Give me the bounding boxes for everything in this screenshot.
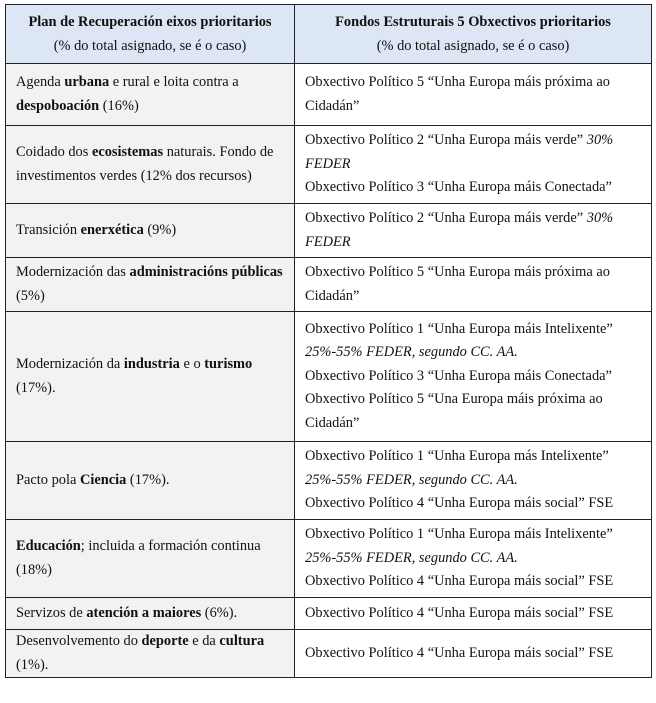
italic-text: 30% FEDER (305, 210, 614, 250)
objective-line (305, 341, 643, 365)
text-run: (6%). (201, 604, 238, 621)
bold-text: industria (123, 356, 180, 372)
structural-fund-cell (295, 520, 652, 598)
table-row (6, 630, 652, 678)
table-body (6, 64, 652, 678)
objective-line (305, 365, 643, 389)
text-run: Obxectivo Político 5 “Unha Europa máis próxima ao Cidadán” (305, 264, 610, 304)
text-run: (17%). (16, 379, 56, 396)
table-row (6, 312, 652, 442)
header-subtitle: (% do total asignado, se é o caso) (53, 37, 247, 54)
text-run: Obxectivo Político 4 “Unha Europa máis social” FSE (305, 604, 614, 621)
italic-text: 25%-55% FEDER, segundo CC. AA. (305, 549, 518, 566)
table-row (6, 520, 652, 598)
text-run: Obxectivo Político 4 “Unha Europa máis social” FSE (305, 644, 614, 661)
table-row (6, 258, 652, 312)
objective-line (305, 129, 643, 176)
objective-line (305, 318, 643, 342)
text-run: Modernización das (16, 264, 130, 280)
recovery-plan-table (5, 4, 652, 678)
objective-line (305, 445, 643, 469)
bold-text: urbana (64, 74, 110, 90)
header-title: Plan de Recuperación eixos prioritarios (28, 14, 272, 30)
recovery-axis-cell (6, 258, 295, 312)
text-run: Obxectivo Político 2 “Unha Europa máis verde” (305, 210, 587, 226)
text-run: e rural e loita contra a (109, 74, 239, 90)
bold-text: Educación (16, 538, 81, 554)
bold-text: cultura (219, 633, 265, 649)
header-cell-recovery-plan (6, 5, 295, 64)
text-run: Obxectivo Político 4 “Unha Europa máis social” FSE (305, 495, 614, 512)
text-run: e da (188, 633, 220, 649)
objective-line (305, 570, 643, 594)
recovery-axis-cell (6, 442, 295, 520)
bold-text: Ciencia (79, 471, 127, 488)
text-run: Desenvolvemento do (16, 633, 142, 649)
text-run: Obxectivo Político 4 “Unha Europa máis social” FSE (305, 573, 614, 590)
table-row (6, 64, 652, 126)
bold-text: atención a maiores (86, 604, 202, 621)
recovery-axis-cell (6, 520, 295, 598)
structural-fund-cell (295, 630, 652, 678)
text-run: ; incluida a formación continua (18%) (16, 538, 261, 578)
objective-line (305, 602, 643, 626)
text-run: Servizos de (16, 604, 87, 621)
table-row (6, 204, 652, 258)
objective-line (305, 469, 643, 493)
objective-line (305, 642, 643, 666)
text-run: Agenda (16, 74, 65, 90)
structural-fund-cell (295, 598, 652, 630)
table-row (6, 126, 652, 204)
recovery-axis-cell (6, 64, 295, 126)
text-run: Transición (16, 221, 81, 238)
text-run: (16%) (99, 97, 139, 114)
bold-text: ecosistemas (91, 144, 164, 160)
text-run: Obxectivo Político 2 “Unha Europa máis verde” (305, 132, 587, 149)
header-cell-structural-funds (295, 5, 652, 64)
recovery-axis-cell (6, 126, 295, 204)
text-run: Obxectivo Político 1 “Unha Europa máis Intelixente” (305, 320, 613, 337)
text-run: naturais. Fondo de investimentos verdes (12% dos recursos) (16, 144, 274, 184)
text-run: Obxectivo Político 1 “Unha Europa máis Intelixente” (305, 526, 613, 543)
recovery-axis-cell (6, 312, 295, 442)
objective-line (305, 523, 643, 547)
table-row (6, 442, 652, 520)
bold-text: turismo (204, 356, 253, 372)
italic-text: 25%-55% FEDER, segundo CC. AA. (305, 471, 518, 488)
objective-line (305, 71, 643, 118)
recovery-axis-cell (6, 598, 295, 630)
italic-text: 25%-55% FEDER, segundo CC. AA. (305, 344, 518, 361)
bold-text: despoboación (16, 97, 100, 114)
text-run: Pacto pola (16, 471, 80, 488)
italic-text: 30% FEDER (305, 132, 614, 172)
text-run: (17%). (126, 471, 170, 488)
structural-fund-cell (295, 442, 652, 520)
text-run: (1%). (16, 656, 49, 673)
text-run: Obxectivo Político 1 “Unha Europa más Intelixente” (305, 448, 609, 465)
table-header-row (6, 5, 652, 64)
structural-fund-cell (295, 204, 652, 258)
objective-line (305, 207, 643, 254)
recovery-axis-cell (6, 204, 295, 258)
text-run: Obxectivo Político 3 “Unha Europa máis Conectada” (305, 367, 612, 384)
text-run: e o (179, 356, 205, 372)
structural-fund-cell (295, 312, 652, 442)
structural-fund-cell (295, 258, 652, 312)
text-run: (9%) (143, 221, 177, 238)
header-subtitle: (% do total asignado, se é o caso) (376, 37, 570, 54)
recovery-axis-cell (6, 630, 295, 678)
text-run: Obxectivo Político 3 “Unha Europa máis Conectada” (305, 179, 612, 196)
bold-text: administracións públicas (129, 264, 283, 280)
text-run: Obxectivo Político 5 “Unha Europa máis próxima ao Cidadán” (305, 74, 610, 114)
objective-line (305, 492, 643, 516)
bold-text: enerxética (80, 221, 144, 238)
header-title: Fondos Estruturais 5 Obxectivos prioritarios (335, 14, 611, 30)
objective-line (305, 547, 643, 571)
objective-line (305, 388, 643, 435)
structural-fund-cell (295, 126, 652, 204)
objective-line (305, 176, 643, 200)
objective-line (305, 261, 643, 308)
text-run: Coidado dos (16, 144, 92, 160)
structural-fund-cell (295, 64, 652, 126)
text-run: Obxectivo Político 5 “Una Europa máis próxima ao Cidadán” (305, 391, 603, 431)
table-row (6, 598, 652, 630)
text-run: (5%) (16, 287, 45, 304)
text-run: Modernización da (16, 356, 124, 372)
bold-text: deporte (141, 633, 189, 649)
